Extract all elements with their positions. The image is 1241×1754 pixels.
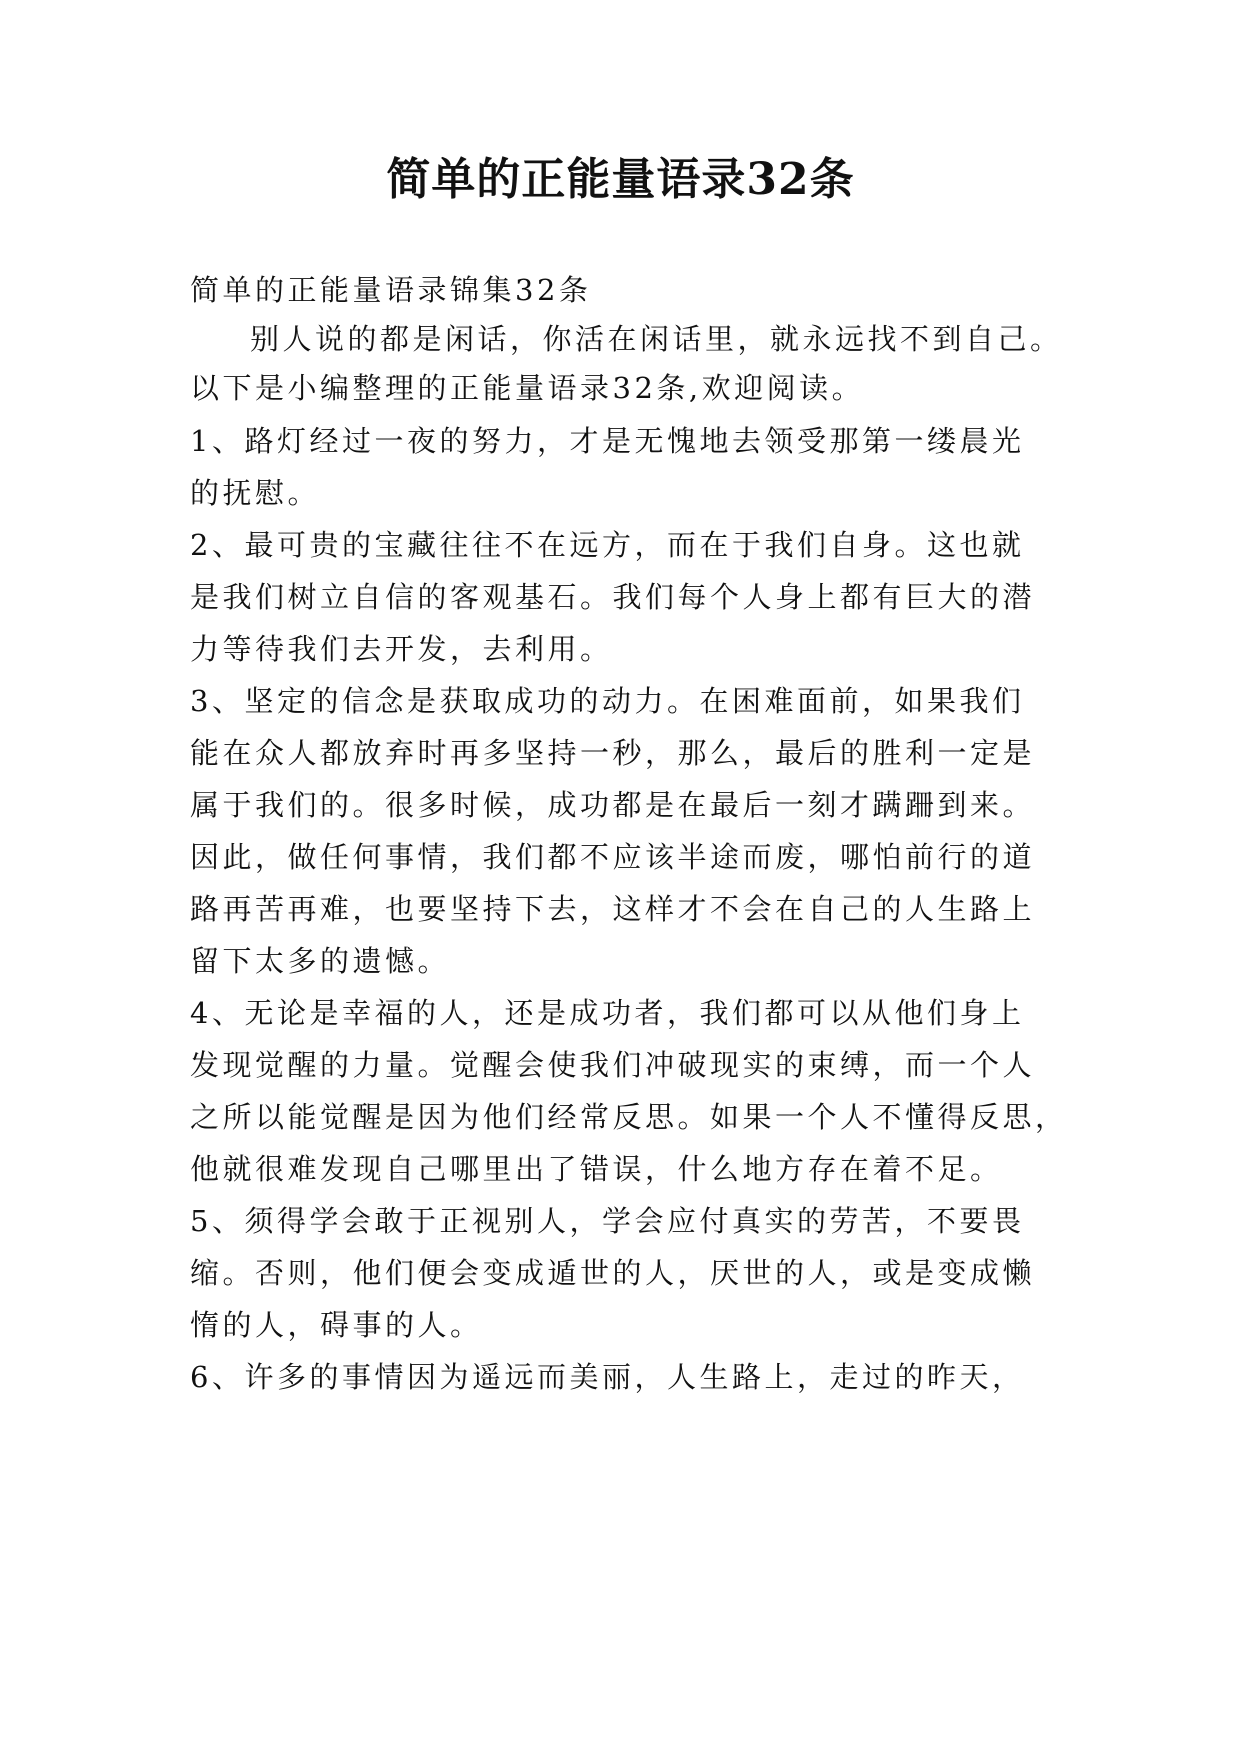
document-title: 简单的正能量语录32条	[386, 154, 855, 205]
paragraph-line: 缩。否则，他们便会变成遁世的人，厌世的人，或是变成懒	[190, 1256, 1036, 1290]
paragraph-line: 之所以能觉醒是因为他们经常反思。如果一个人不懂得反思，	[190, 1100, 1068, 1134]
paragraph-line: 2、最可贵的宝藏往往不在远方，而在于我们自身。这也就	[190, 528, 1025, 562]
paragraph-line: 5、须得学会敢于正视别人，学会应付真实的劳苦，不要畏	[190, 1204, 1025, 1238]
paragraph-line: 力等待我们去开发，去利用。	[190, 632, 613, 666]
paragraph-line: 发现觉醒的力量。觉醒会使我们冲破现实的束缚，而一个人	[190, 1048, 1036, 1082]
paragraph-line: 1、路灯经过一夜的努力，才是无愧地去领受那第一缕晨光	[190, 424, 1025, 458]
paragraph-line: 因此，做任何事情，我们都不应该半途而废，哪怕前行的道	[190, 840, 1036, 874]
paragraph-line: 6、许多的事情因为遥远而美丽，人生路上，走过的昨天，	[190, 1360, 1025, 1394]
paragraph-line: 4、无论是幸福的人，还是成功者，我们都可以从他们身上	[190, 996, 1025, 1030]
paragraph-line: 路再苦再难，也要坚持下去，这样才不会在自己的人生路上	[190, 892, 1036, 926]
paragraph-line: 的抚慰。	[190, 476, 321, 510]
paragraph-line: 属于我们的。很多时候，成功都是在最后一刻才蹒跚到来。	[190, 788, 1036, 822]
paragraph-line: 是我们树立自信的客观基石。我们每个人身上都有巨大的潜	[190, 580, 1036, 614]
paragraph-line: 他就很难发现自己哪里出了错误，什么地方存在着不足。	[190, 1152, 1003, 1186]
document-subtitle: 简单的正能量语录锦集32条	[190, 273, 592, 307]
intro-line-2: 以下是小编整理的正能量语录32条,欢迎阅读。	[190, 371, 865, 405]
paragraph-line: 留下太多的遗憾。	[190, 944, 451, 978]
paragraph-line: 3、坚定的信念是获取成功的动力。在困难面前，如果我们	[190, 684, 1025, 718]
paragraph-line: 惰的人，碍事的人。	[190, 1308, 483, 1342]
intro-line-1: 别人说的都是闲话，你活在闲话里，就永远找不到自己。	[250, 322, 1063, 356]
paragraph-line: 能在众人都放弃时再多坚持一秒，那么，最后的胜利一定是	[190, 736, 1036, 770]
